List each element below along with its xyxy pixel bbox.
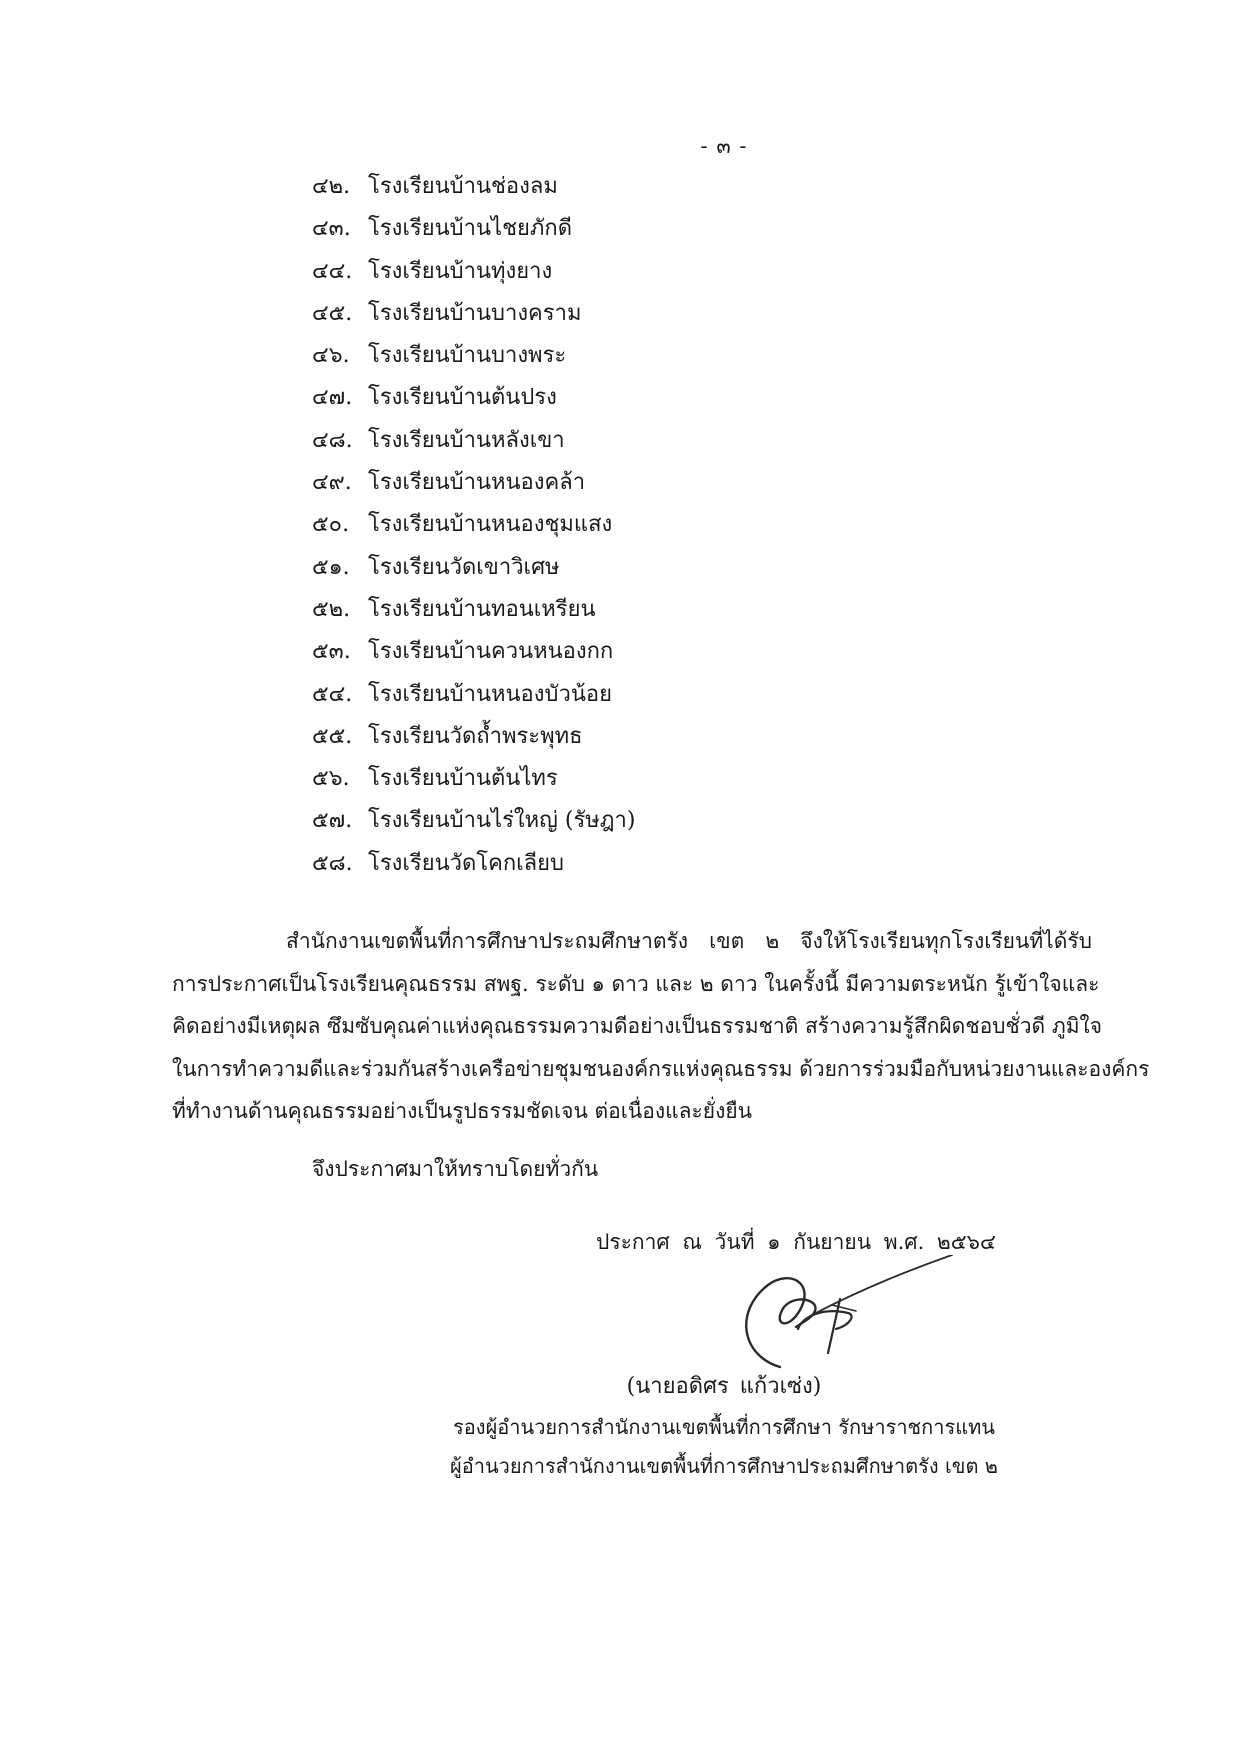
body-line: ในการทำความดีและร่วมกันสร้างเครือข่ายชุมชนองค์กรแห่งคุณธรรม ด้วยการร่วมมือกับหน่วยงานและองค์กร (172, 1056, 1150, 1081)
list-item-number: ๔๒. (312, 174, 351, 199)
list-item-school-name: โรงเรียนบ้านบางคราม (368, 300, 582, 326)
body-line: คิดอย่างมีเหตุผล ซึมซับคุณค่าแห่งคุณธรรมความดีอย่างเป็นธรรมชาติ สร้างความรู้สึกผิดชอบชั่วดี ภูมิใจ (172, 1014, 1103, 1038)
list-item-school-name: โรงเรียนวัดเขาวิเศษ (368, 554, 560, 580)
list-item (312, 377, 635, 419)
list-item (312, 716, 635, 758)
list-item (312, 758, 635, 800)
body-paragraph (172, 920, 1150, 1133)
list-item-school-name: โรงเรียนบ้านต้นปรง (368, 385, 557, 411)
list-item (312, 335, 635, 377)
list-item-school-name: โรงเรียนบ้านช่องลม (368, 174, 558, 199)
list-item-school-name: โรงเรียนบ้านบางพระ (368, 343, 567, 369)
list-item-number: ๕๒. (312, 596, 351, 622)
body-line: การประกาศเป็นโรงเรียนคุณธรรม สพฐ. ระดับ ๑ ดาว และ ๒ ดาว ในครั้งนี้ มีความตระหนัก รู้เข้าใจและ (172, 971, 1100, 996)
page-number: - ๓ - (700, 134, 748, 158)
list-item-school-name: โรงเรียนวัดโคกเลียบ (368, 850, 564, 876)
body-line: ที่ทำงานด้านคุณธรรมอย่างเป็นรูปธรรมชัดเจน ต่อเนื่องและยั่งยืน (172, 1099, 753, 1123)
signer-name: (นายอดิศร แก้วเซ่ง) (626, 1374, 822, 1399)
list-item (312, 166, 635, 208)
signer-title: ผู้อำนวยการสำนักงานเขตพื้นที่การศึกษาประถมศึกษาตรัง เขต ๒ (450, 1454, 998, 1478)
list-item (312, 208, 635, 250)
list-item-number: ๔๘. (312, 427, 353, 453)
list-item (312, 251, 635, 293)
list-item (312, 462, 635, 504)
announcement-date: ประกาศ ณ วันที่ ๑ กันยายน พ.ศ. ๒๕๖๔ (596, 1230, 996, 1254)
list-item (312, 504, 635, 546)
list-item (312, 420, 635, 462)
body-line: สำนักงานเขตพื้นที่การศึกษาประถมศึกษาตรัง เขต ๒ จึงให้โรงเรียนทุกโรงเรียนที่ได้รับ (286, 929, 1092, 953)
list-item-school-name: โรงเรียนบ้านไชยภักดี (368, 216, 572, 242)
list-item-number: ๔๙. (312, 470, 352, 496)
list-item-number: ๕๘. (312, 850, 353, 876)
list-item-number: ๕๐. (312, 512, 350, 538)
list-item-number: ๔๕. (312, 300, 353, 326)
list-item-school-name: โรงเรียนบ้านหนองคล้า (368, 470, 586, 496)
list-item-number: ๔๗. (312, 385, 353, 411)
list-item-school-name: โรงเรียนบ้านทุ่งยาง (368, 258, 553, 284)
signer-title: รองผู้อำนวยการสำนักงานเขตพื้นที่การศึกษา รักษาราชการแทน (453, 1415, 995, 1439)
list-item-school-name: โรงเรียนบ้านหนองบัวน้อย (368, 681, 612, 707)
list-item-number: ๕๑. (312, 554, 350, 580)
list-item-school-name: โรงเรียนบ้านควนหนองกก (368, 639, 614, 665)
list-item (312, 547, 635, 589)
list-item-school-name: โรงเรียนบ้านต้นไทร (368, 766, 558, 792)
list-item (312, 293, 635, 335)
list-item (312, 674, 635, 716)
list-item (312, 631, 635, 673)
list-item-number: ๕๖. (312, 766, 350, 792)
list-item-school-name: โรงเรียนบ้านหนองชุมแสง (368, 512, 613, 538)
list-item-school-name: โรงเรียนบ้านไร่ใหญ่ (รัษฎา) (368, 808, 636, 834)
list-item (312, 843, 635, 885)
list-item-number: ๕๓. (312, 639, 351, 665)
list-item-number: ๔๓. (312, 216, 351, 242)
list-item-school-name: โรงเรียนวัดถ้ำพระพุทธ (368, 723, 583, 749)
list-item-number: ๕๕. (312, 723, 353, 749)
list-item-number: ๕๗. (312, 808, 353, 834)
signature-image (680, 1255, 1010, 1385)
list-item-number: ๔๔. (312, 258, 353, 284)
list-item (312, 800, 635, 842)
school-list (312, 166, 635, 885)
list-item-school-name: โรงเรียนบ้านหลังเขา (368, 427, 565, 453)
closing-statement: จึงประกาศมาให้ทราบโดยทั่วกัน (312, 1157, 599, 1181)
list-item-number: ๔๖. (312, 343, 350, 369)
list-item-school-name: โรงเรียนบ้านทอนเหรียน (368, 596, 596, 622)
list-item-number: ๕๔. (312, 681, 353, 707)
list-item (312, 589, 635, 631)
